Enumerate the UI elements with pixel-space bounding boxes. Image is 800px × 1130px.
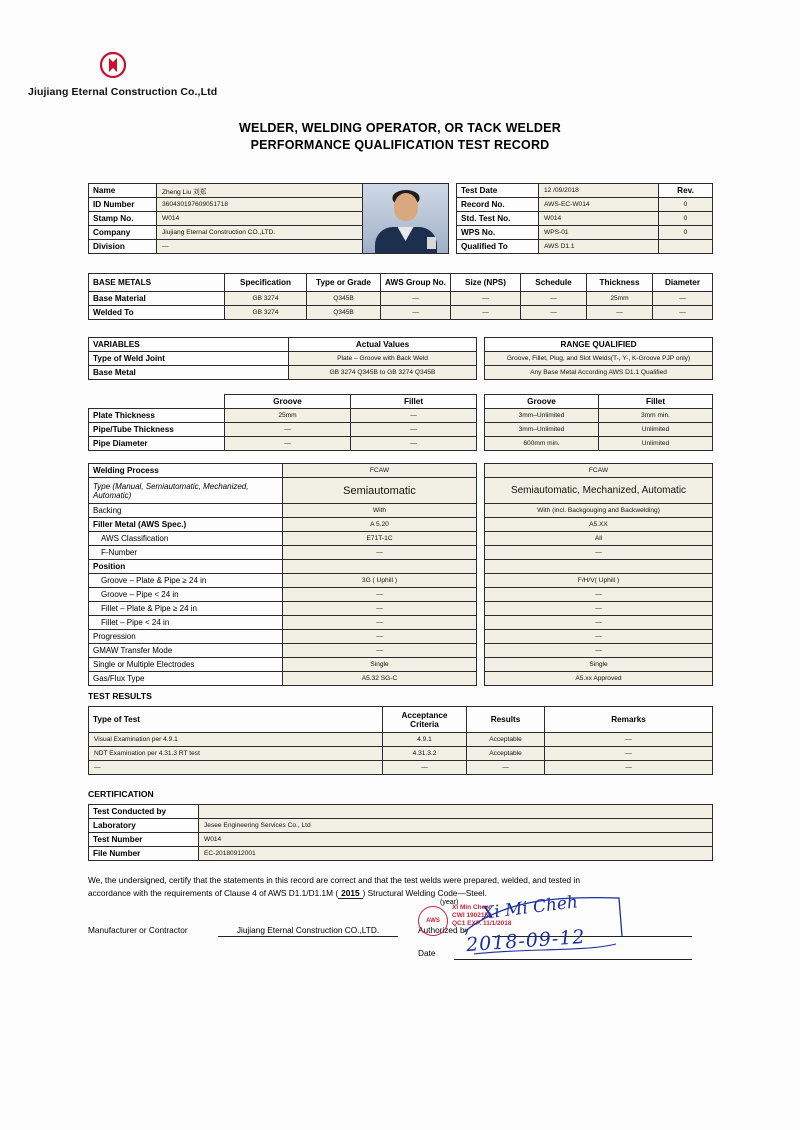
base-metals-header: BASE METALS (89, 274, 225, 292)
test-results-header: Remarks (545, 707, 713, 733)
date-label: Date (418, 948, 436, 958)
thickness-header: Groove (485, 395, 599, 409)
thickness-cell: — (225, 437, 351, 451)
welding-process-actual (283, 560, 477, 574)
base-metals-header: AWS Group No. (381, 274, 451, 292)
spacer-cell (477, 672, 485, 686)
variables-range: Groove, Fillet, Plug, and Slot Welds(T-, Y-, K-Groove PJP only) (485, 352, 713, 366)
welding-process-actual: E71T-1C (283, 532, 477, 546)
thickness-header: Fillet (599, 395, 713, 409)
welding-process-range: All (485, 532, 713, 546)
welding-process-actual: 3G ( Uphill ) (283, 574, 477, 588)
base-metals-cell: — (653, 306, 713, 320)
certification-label: File Number (89, 847, 199, 861)
rev-value (659, 240, 713, 254)
table-row (89, 532, 713, 546)
photo-tag (427, 237, 436, 249)
welding-process-actual: — (283, 602, 477, 616)
spacer-cell (477, 518, 485, 532)
base-metals-label: Base Material (89, 292, 225, 306)
aws-stamp-badge: AWS (418, 906, 448, 936)
welding-process-actual: A5.32 SG-C (283, 672, 477, 686)
welding-process-range: — (485, 546, 713, 560)
signature-date: 2018-09-12 (465, 925, 587, 957)
spacer-cell (477, 409, 485, 423)
spacer-cell (477, 366, 485, 380)
welding-process-range (485, 560, 713, 574)
statement-line2-post: ) Structural Welding Code—Steel. (362, 887, 487, 898)
test-results-remarks: — (545, 747, 713, 761)
letterhead (28, 52, 448, 98)
company-name: Jiujiang Eternal Construction Co.,Ltd (28, 86, 218, 98)
table-row (89, 630, 713, 644)
test-results-result: Acceptable (467, 733, 545, 747)
table-row (89, 560, 713, 574)
base-metals-header: Schedule (521, 274, 587, 292)
variables-section (88, 337, 712, 380)
welding-process-range: A5.XX (485, 518, 713, 532)
base-metals-cell: 25mm (587, 292, 653, 306)
test-results-header: Acceptance Criteria (383, 707, 467, 733)
test-info-label: Std. Test No. (457, 212, 539, 226)
welding-process-label: AWS Classification (89, 532, 283, 546)
table-row (89, 805, 713, 819)
table-row (89, 464, 713, 478)
variables-range: Any Base Metal According AWS D1.1 Qualified (485, 366, 713, 380)
spacer-cell (477, 338, 485, 352)
test-results-remarks: — (545, 733, 713, 747)
thickness-cell: 25mm (225, 409, 351, 423)
stamp-line1: Xi Min Chew (452, 904, 491, 911)
thickness-cell: Unlimited (599, 437, 713, 451)
photo-head (394, 193, 418, 221)
spacer-cell (477, 504, 485, 518)
spacer-cell (477, 532, 485, 546)
variables-actual: Plate – Groove with Back Weld (289, 352, 477, 366)
welding-process-range: F/H/V( Uphill ) (485, 574, 713, 588)
base-metals-cell: — (521, 306, 587, 320)
base-metals-header: Specification (225, 274, 307, 292)
base-metals-cell: Q345B (307, 306, 381, 320)
base-metals-cell: Q345B (307, 292, 381, 306)
test-results-type: — (89, 761, 383, 775)
welding-process-label: Fillet – Pipe < 24 in (89, 616, 283, 630)
spacer-cell (477, 464, 485, 478)
certification-value: EC-20180912001 (199, 847, 713, 861)
welding-process-range: Single (485, 658, 713, 672)
rev-value: 0 (659, 226, 713, 240)
base-metals-cell: GB 3274 (225, 292, 307, 306)
welding-process-actual: FCAW (283, 464, 477, 478)
test-results-result: Acceptable (467, 747, 545, 761)
rev-value: 0 (659, 198, 713, 212)
thickness-header: Fillet (351, 395, 477, 409)
identity-value: Zheng Liu 刘郑 (157, 184, 363, 198)
base-metals-cell: — (381, 306, 451, 320)
table-row (89, 478, 713, 504)
welder-photo (363, 184, 449, 254)
welding-process-label: Groove – Plate & Pipe ≥ 24 in (89, 574, 283, 588)
welding-process-label: Position (89, 560, 283, 574)
table-row (89, 352, 713, 366)
thickness-cell: 3mm–Unlimited (485, 409, 599, 423)
certification-value (199, 805, 713, 819)
spacer-cell (477, 395, 485, 409)
test-results-header: Results (467, 707, 545, 733)
welding-process-range: — (485, 616, 713, 630)
thickness-cell: Unlimited (599, 423, 713, 437)
welding-process-range: A5.xx Approved (485, 672, 713, 686)
welding-process-section (88, 463, 712, 686)
certification-value: W014 (199, 833, 713, 847)
table-row (89, 602, 713, 616)
table-row (89, 616, 713, 630)
identity-label: Division (89, 240, 157, 254)
welding-process-range: — (485, 588, 713, 602)
base-metals-cell: GB 3274 (225, 306, 307, 320)
welding-process-label: Fillet – Plate & Pipe ≥ 24 in (89, 602, 283, 616)
statement-line1: We, the undersigned, certify that the statements in this record are correct and that the test welds were prepared, welded, and tested in (88, 875, 580, 885)
base-metals-header: Size (NPS) (451, 274, 521, 292)
spacer-cell (477, 546, 485, 560)
base-metals-cell: — (451, 306, 521, 320)
welding-process-actual: Single (283, 658, 477, 672)
certification-label: Test Conducted by (89, 805, 199, 819)
spacer-cell (477, 352, 485, 366)
spacer-cell (477, 560, 485, 574)
variables-actual: GB 3274 Q345B to GB 3274 Q345B (289, 366, 477, 380)
welding-process-label: GMAW Transfer Mode (89, 644, 283, 658)
base-metals-header: Diameter (653, 274, 713, 292)
table-row (89, 546, 713, 560)
test-info-label: Test Date (457, 184, 539, 198)
manufacturer-value: Jiujiang Eternal Construction CO.,LTD. (218, 925, 398, 937)
certification-value: Jesee Engineering Services Co., Ltd (199, 819, 713, 833)
base-metals-label: Welded To (89, 306, 225, 320)
thickness-cell: 3mm min. (599, 409, 713, 423)
variables-header: VARIABLES (89, 338, 289, 352)
photo-image (363, 184, 448, 253)
spacer-cell (477, 658, 485, 672)
welding-process-actual: — (283, 616, 477, 630)
welding-process-label: Gas/Flux Type (89, 672, 283, 686)
table-row (89, 672, 713, 686)
table-row (89, 847, 713, 861)
identity-section (88, 183, 712, 254)
certification-section (88, 804, 712, 861)
spacer-cell (477, 616, 485, 630)
test-results-label: TEST RESULTS (88, 691, 152, 701)
spacer-cell (477, 602, 485, 616)
spacer-cell (477, 437, 485, 451)
thickness-label: Pipe/Tube Thickness (89, 423, 225, 437)
test-info-label: WPS No. (457, 226, 539, 240)
test-results-header: Type of Test (89, 707, 383, 733)
thickness-cell: — (351, 409, 477, 423)
year-caption: (year) (440, 899, 459, 906)
base-metals-cell: — (451, 292, 521, 306)
certification-label: Laboratory (89, 819, 199, 833)
test-results-type: NDT Examination per 4.31.3 RT test (89, 747, 383, 761)
test-info-value: W014 (539, 212, 659, 226)
welding-process-label: F-Number (89, 546, 283, 560)
code-year: 2015 (338, 888, 362, 899)
identity-label: Company (89, 226, 157, 240)
identity-value: — (157, 240, 363, 254)
table-row (89, 833, 713, 847)
welding-process-range: With (incl. Backgouging and Backwelding) (485, 504, 713, 518)
welding-process-label: Type (Manual, Semiautomatic, Mechanized, Automatic) (89, 478, 283, 504)
spacer-cell (477, 630, 485, 644)
spacer-cell (477, 478, 485, 504)
thickness-label: Plate Thickness (89, 409, 225, 423)
welding-process-actual: A 5.20 (283, 518, 477, 532)
thickness-cell: — (351, 423, 477, 437)
table-row (89, 409, 713, 423)
page-title (0, 120, 800, 154)
spacer-cell (477, 644, 485, 658)
spacer-cell (477, 588, 485, 602)
welding-process-range: — (485, 644, 713, 658)
welding-process-actual: — (283, 588, 477, 602)
base-metals-section (88, 273, 712, 320)
variables-label: Type of Weld Joint (89, 352, 289, 366)
test-info-label: Record No. (457, 198, 539, 212)
manufacturer-label: Manufacturer or Contractor (88, 925, 188, 935)
table-row (89, 437, 713, 451)
identity-label: Name (89, 184, 157, 198)
welding-process-label: Progression (89, 630, 283, 644)
table-row (89, 184, 713, 198)
certification-label: Test Number (89, 833, 199, 847)
certification-label: CERTIFICATION (88, 789, 154, 799)
thickness-cell: 3mm–Unlimited (485, 423, 599, 437)
spacer-cell (477, 574, 485, 588)
spacer-cell (477, 423, 485, 437)
identity-label: Stamp No. (89, 212, 157, 226)
test-results-criteria: 4.31.3.2 (383, 747, 467, 761)
thickness-cell: 600mm min. (485, 437, 599, 451)
identity-value: 360430197609051718 (157, 198, 363, 212)
stamp-line2: CWI 1902156 (452, 912, 492, 919)
base-metals-cell: — (381, 292, 451, 306)
table-row (89, 518, 713, 532)
table-row (89, 733, 713, 747)
authorized-signature: Xi Mi Cheh (481, 892, 580, 924)
test-results-result: — (467, 761, 545, 775)
welding-process-actual: Semiautomatic (283, 478, 477, 504)
test-info-label: Qualified To (457, 240, 539, 254)
table-row (89, 644, 713, 658)
thickness-section (88, 394, 712, 451)
table-row (89, 423, 713, 437)
identity-value: Jiujiang Eternal Construction CO.,LTD. (157, 226, 363, 240)
test-info-value: AWS D1.1 (539, 240, 659, 254)
base-metals-header: Type or Grade (307, 274, 381, 292)
base-metals-cell: — (521, 292, 587, 306)
thickness-header-blank (89, 395, 225, 409)
base-metals-cell: — (653, 292, 713, 306)
variables-label: Base Metal (89, 366, 289, 380)
test-results-criteria: — (383, 761, 467, 775)
table-row (89, 366, 713, 380)
rev-header: Rev. (659, 184, 713, 198)
welding-process-actual: — (283, 630, 477, 644)
test-results-type: Visual Examination per 4.9.1 (89, 733, 383, 747)
table-row (89, 306, 713, 320)
spacer-cell (449, 184, 457, 254)
welding-process-label: Single or Multiple Electrodes (89, 658, 283, 672)
thickness-cell: — (225, 423, 351, 437)
welding-process-label: Groove – Pipe < 24 in (89, 588, 283, 602)
table-row (89, 747, 713, 761)
welding-process-label: Filler Metal (AWS Spec.) (89, 518, 283, 532)
variables-header: RANGE QUALIFIED (485, 338, 713, 352)
welding-process-actual: — (283, 644, 477, 658)
test-info-value: WPS-01 (539, 226, 659, 240)
welding-process-actual: With (283, 504, 477, 518)
table-row (89, 819, 713, 833)
authorized-label: Authorized by (418, 925, 469, 935)
welding-process-label: Welding Process (89, 464, 283, 478)
welding-process-range: FCAW (485, 464, 713, 478)
identity-value: W014 (157, 212, 363, 226)
table-row (89, 761, 713, 775)
test-results-criteria: 4.9.1 (383, 733, 467, 747)
variables-header: Actual Values (289, 338, 477, 352)
table-row (89, 588, 713, 602)
test-results-remarks: — (545, 761, 713, 775)
test-info-value: AWS-EC-W014 (539, 198, 659, 212)
stamp-overlay (404, 892, 634, 962)
table-row (89, 658, 713, 672)
company-logo-icon (100, 52, 126, 78)
signature-flourish-icon (444, 892, 644, 962)
welding-process-range: — (485, 630, 713, 644)
table-row (89, 292, 713, 306)
statement-line2-pre: accordance with the requirements of Clause 4 of AWS D1.1/D1.1M ( (88, 887, 339, 898)
thickness-header: Groove (225, 395, 351, 409)
base-metals-header: Thickness (587, 274, 653, 292)
rev-value: 0 (659, 212, 713, 226)
welding-process-label: Backing (89, 504, 283, 518)
page-title-line1: WELDER, WELDING OPERATOR, OR TACK WELDER (239, 121, 561, 135)
thickness-cell: — (351, 437, 477, 451)
table-row (89, 504, 713, 518)
welding-process-range: Semiautomatic, Mechanized, Automatic (485, 478, 713, 504)
thickness-label: Pipe Diameter (89, 437, 225, 451)
stamp-line3: QC1 EXP. 11/1/2018 (452, 920, 512, 927)
page-title-line2: PERFORMANCE QUALIFICATION TEST RECORD (250, 138, 550, 152)
welding-process-actual: — (283, 546, 477, 560)
base-metals-cell: — (587, 306, 653, 320)
test-results-section (88, 706, 712, 775)
welding-process-range: — (485, 602, 713, 616)
test-info-value: 12 /09/2018 (539, 184, 659, 198)
table-row (89, 574, 713, 588)
identity-label: ID Number (89, 198, 157, 212)
